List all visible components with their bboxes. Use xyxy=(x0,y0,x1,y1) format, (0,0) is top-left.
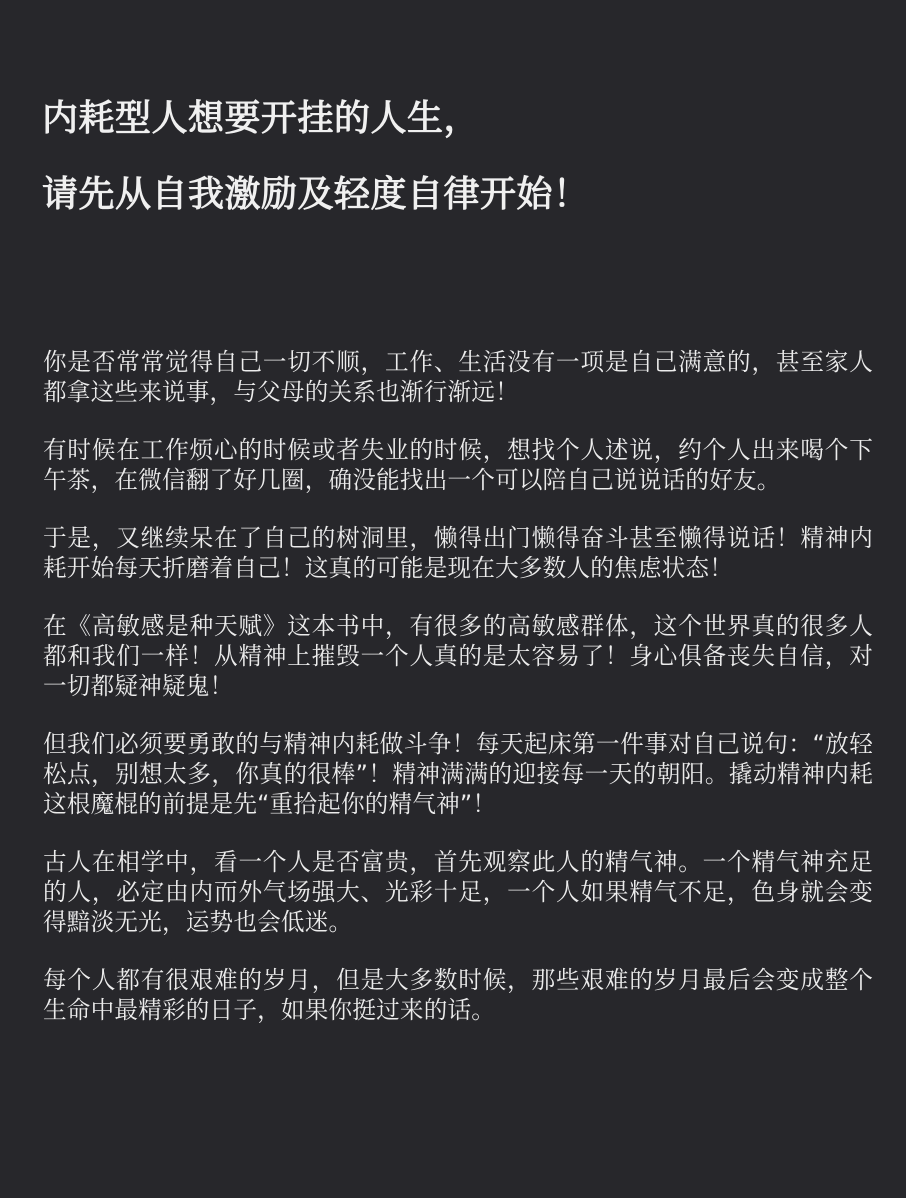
article-title xyxy=(42,97,882,217)
title-line-2: 请先从自我激励及轻度自律开始！ xyxy=(42,174,590,215)
paragraph-4: 在《高敏感是种天赋》这本书中，有很多的高敏感群体，这个世界真的很多人都和我们一样！从精神上摧毁一个人真的是太容易了！身心俱备丧失自信，对一切都疑神疑鬼！ xyxy=(43,612,873,700)
paragraph-5: 但我们必须要勇敢的与精神内耗做斗争！每天起床第一件事对自己说句：“放轻松点，别想太多，你真的很棒”！精神满满的迎接每一天的朝阳。撬动精神内耗这根魔棍的前提是先“重拾起你的精气神”！ xyxy=(43,730,873,818)
paragraph-2: 有时候在工作烦心的时候或者失业的时候，想找个人述说，约个人出来喝个下午茶，在微信翻了好几圈，确没能找出一个可以陪自己说说话的好友。 xyxy=(43,436,873,494)
paragraph-6: 古人在相学中，看一个人是否富贵，首先观察此人的精气神。一个精气神充足的人，必定由内而外气场强大、光彩十足，一个人如果精气不足，色身就会变得黯淡无光，运势也会低迷。 xyxy=(43,848,873,936)
paragraph-7: 每个人都有很艰难的岁月，但是大多数时候，那些艰难的岁月最后会变成整个生命中最精彩的日子，如果你挺过来的话。 xyxy=(43,966,873,1024)
title-line-1: 内耗型人想要开挂的人生， xyxy=(42,98,481,139)
paragraph-1: 你是否常常觉得自己一切不顺，工作、生活没有一项是自己满意的，甚至家人都拿这些来说事，与父母的关系也渐行渐远！ xyxy=(43,348,873,406)
article-body xyxy=(43,347,873,1053)
paragraph-3: 于是，又继续呆在了自己的树洞里，懒得出门懒得奋斗甚至懒得说话！精神内耗开始每天折磨着自己！这真的可能是现在大多数人的焦虑状态！ xyxy=(43,524,873,582)
